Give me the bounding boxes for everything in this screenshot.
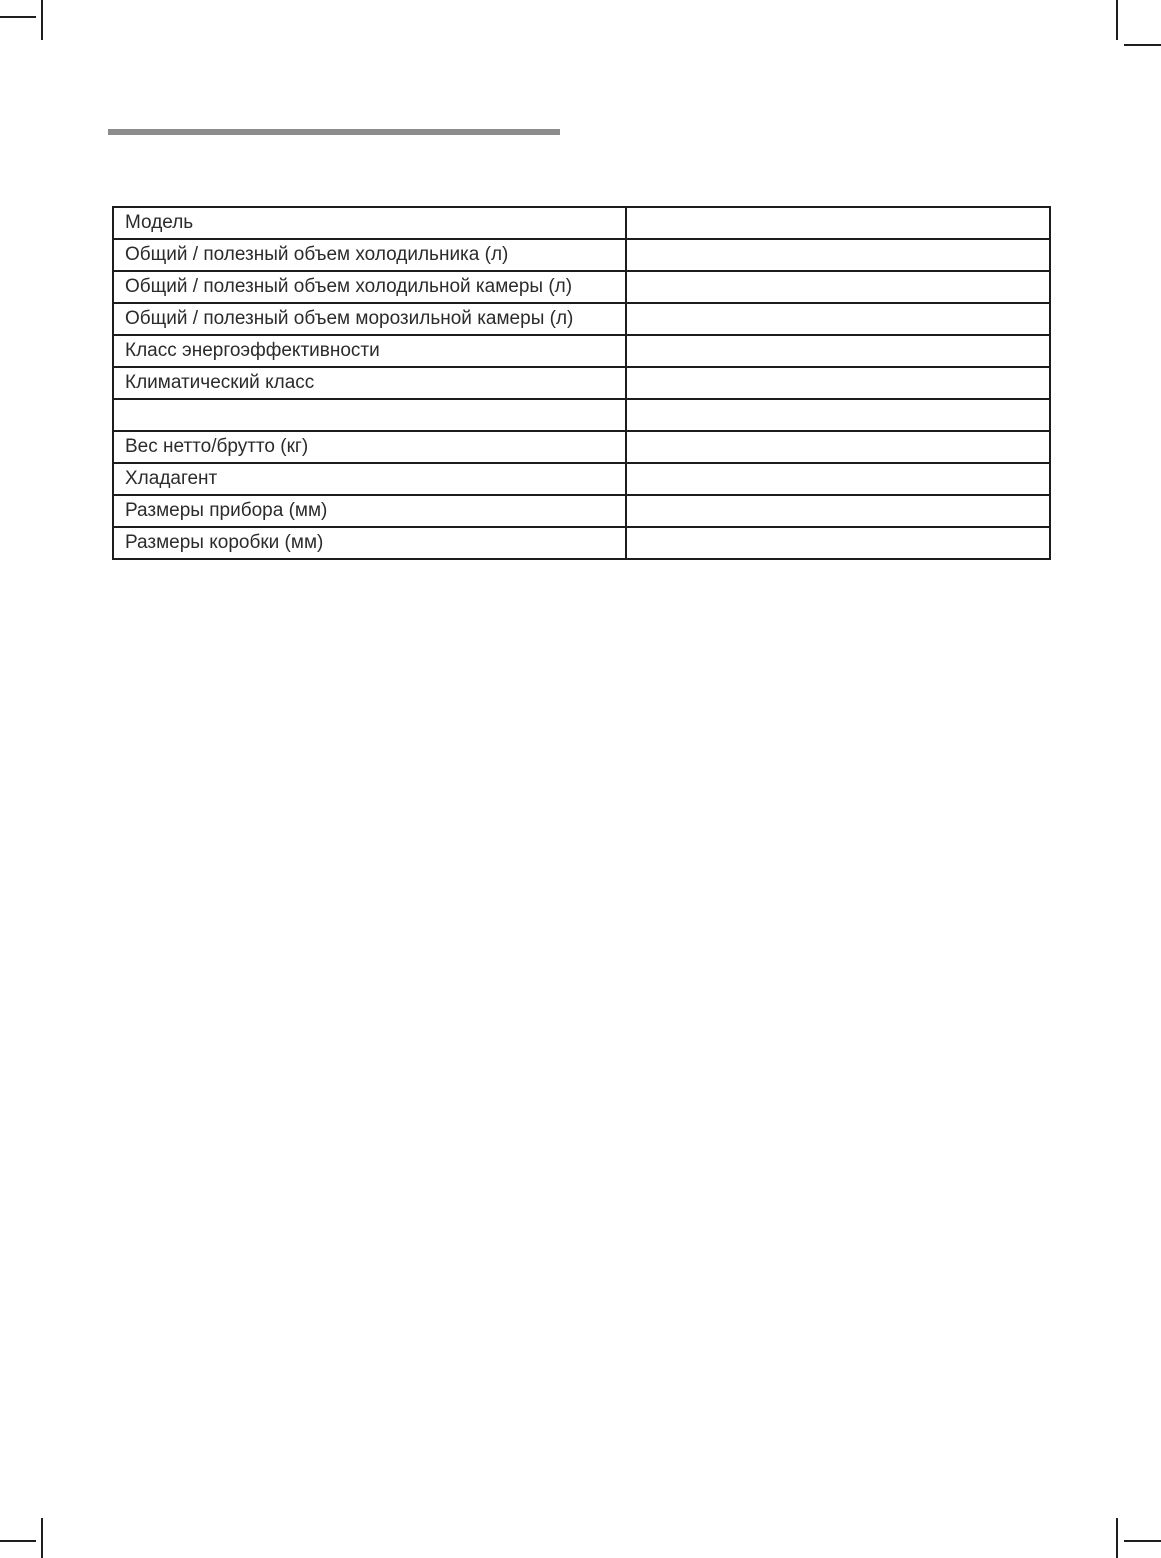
crop-mark-top-right-horizontal <box>1124 44 1161 46</box>
spec-value <box>626 463 1050 495</box>
spec-label: Размеры прибора (мм) <box>113 495 626 527</box>
spec-label: Модель <box>113 207 626 239</box>
table-row <box>113 463 1050 495</box>
spec-label: Общий / полезный объем холодильной камеры (л) <box>113 271 626 303</box>
crop-mark-top-left-vertical <box>41 0 43 40</box>
spec-value <box>626 271 1050 303</box>
crop-mark-bottom-right-vertical <box>1116 1518 1118 1558</box>
spec-value <box>626 431 1050 463</box>
spec-label: Хладагент <box>113 463 626 495</box>
spec-label: Общий / полезный объем холодильника (л) <box>113 239 626 271</box>
crop-mark-bottom-left-vertical <box>41 1518 43 1558</box>
crop-mark-top-right-vertical <box>1116 0 1118 40</box>
table-row <box>113 271 1050 303</box>
spec-value <box>626 207 1050 239</box>
spec-label <box>113 399 626 431</box>
spec-label: Климатический класс <box>113 367 626 399</box>
spec-label: Размеры коробки (мм) <box>113 527 626 559</box>
spec-value <box>626 495 1050 527</box>
crop-mark-bottom-right-horizontal <box>1124 1540 1161 1542</box>
table-row <box>113 431 1050 463</box>
spec-label: Вес нетто/брутто (кг) <box>113 431 626 463</box>
table-row <box>113 239 1050 271</box>
crop-mark-bottom-left-horizontal <box>0 1540 36 1542</box>
table-row <box>113 335 1050 367</box>
spec-label: Общий / полезный объем морозильной камеры (л) <box>113 303 626 335</box>
spec-label: Класс энергоэффективности <box>113 335 626 367</box>
section-divider-rule <box>108 129 560 135</box>
table-row <box>113 303 1050 335</box>
spec-value <box>626 399 1050 431</box>
table-row <box>113 367 1050 399</box>
specifications-table <box>112 206 1051 560</box>
table-row <box>113 527 1050 559</box>
spec-value <box>626 239 1050 271</box>
spec-value <box>626 303 1050 335</box>
table-row <box>113 399 1050 431</box>
table-row <box>113 495 1050 527</box>
table-row <box>113 207 1050 239</box>
crop-mark-top-left-horizontal <box>0 16 36 18</box>
spec-value <box>626 335 1050 367</box>
spec-value <box>626 367 1050 399</box>
spec-value <box>626 527 1050 559</box>
